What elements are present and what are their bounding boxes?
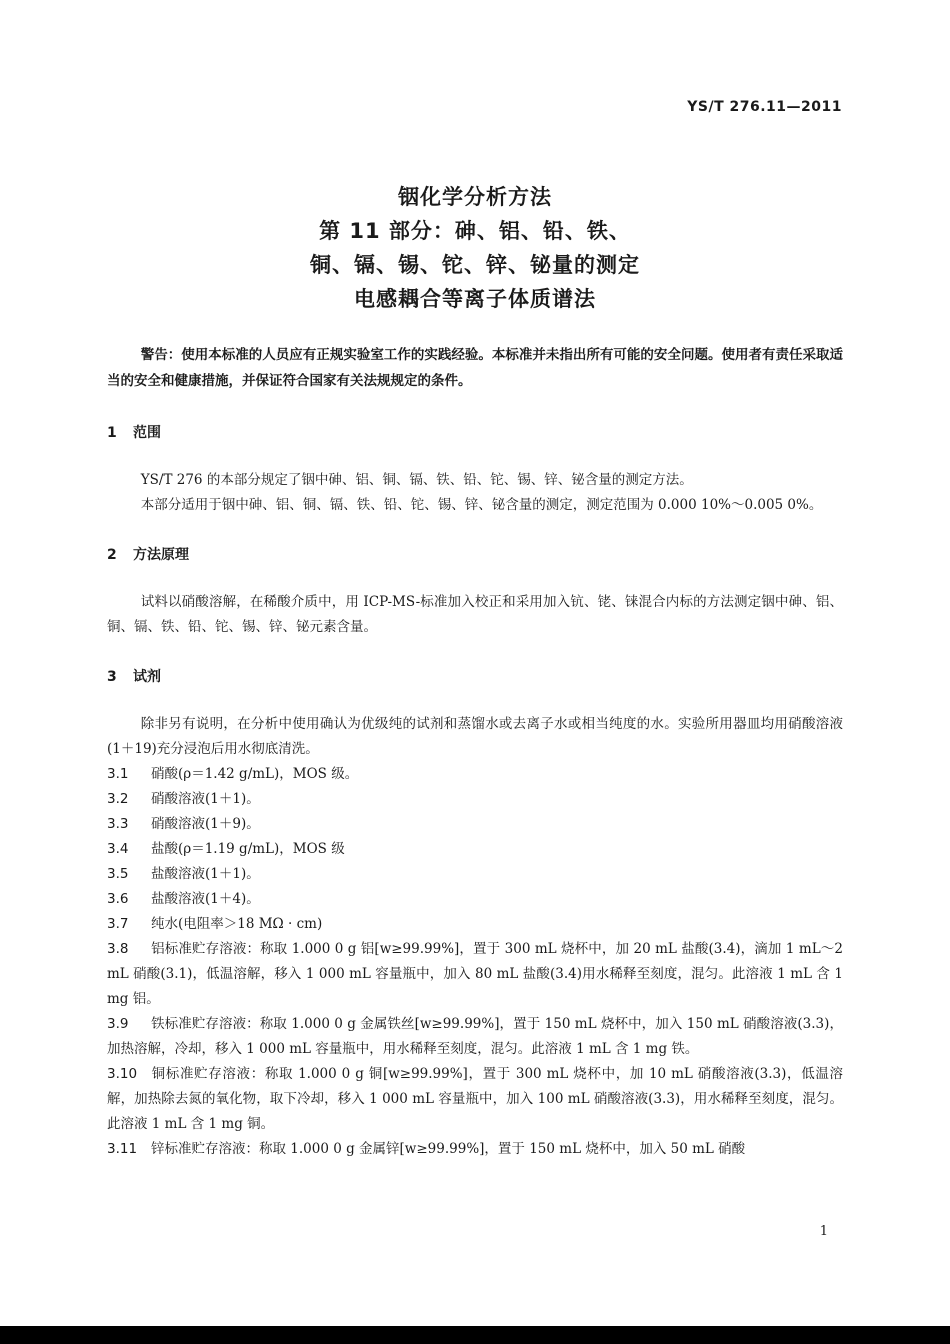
- section-2-heading: [107, 544, 843, 564]
- item-text: 盐酸溶液(1＋4)。: [151, 891, 260, 907]
- reagent-item: [107, 787, 843, 812]
- section-3-title: 试剂: [133, 669, 161, 685]
- item-number: 3.2: [107, 791, 129, 807]
- item-text: 盐酸溶液(1＋1)。: [151, 866, 260, 882]
- reagent-item: [107, 812, 843, 837]
- standard-code: YS/T 276.11—2011: [687, 99, 842, 115]
- item-text: 纯水(电阻率＞18 MΩ · cm): [151, 916, 323, 932]
- page-number: 1: [819, 1224, 828, 1239]
- section-2-number: 2: [107, 547, 117, 563]
- item-text: 硝酸(ρ＝1.42 g/mL)，MOS 级。: [151, 766, 359, 782]
- section-1-heading: [107, 422, 843, 442]
- section-2-paragraph-1: 试料以硝酸溶解，在稀酸介质中，用 ICP-MS-标准加入校正和采用加入钪、铑、铼混合内标的方法测定铟中砷、铝、铜、镉、铁、铅、铊、锡、锌、铋元素含量。: [107, 594, 843, 635]
- section-1-number: 1: [107, 425, 117, 441]
- item-text: 铁标准贮存溶液：称取 1.000 0 g 金属铁丝[w≥99.99%]，置于 150 mL 烧杯中，加入 150 mL 硝酸溶液(3.3)，加热溶解，冷却，移入 1 000 mL 容量瓶中，用水稀释至刻度，混匀。此溶液 1 mL 含 1 mg 铁。: [107, 1016, 843, 1057]
- reagent-item: [107, 837, 843, 862]
- title-line-1: 铟化学分析方法: [398, 185, 552, 209]
- reagent-item: [107, 912, 843, 937]
- reagent-item: [107, 862, 843, 887]
- item-text: 铝标准贮存溶液：称取 1.000 0 g 铝[w≥99.99%]，置于 300 mL 烧杯中，加 20 mL 盐酸(3.4)，滴加 1 mL～2 mL 硝酸(3.1)，低温溶解，移入 1 000 mL 容量瓶中，加入 80 mL 盐酸(3.4)用水稀释至刻度，混匀。此溶液 1 mL 含 1 mg 铝。: [107, 941, 843, 1007]
- item-number: 3.1: [107, 766, 129, 782]
- item-text: 铜标准贮存溶液：称取 1.000 0 g 铜[w≥99.99%]，置于 300 mL 烧杯中，加 10 mL 硝酸溶液(3.3)，低温溶解，加热除去氮的氧化物，取下冷却，移入 1 000 mL 容量瓶中，加入 100 mL 硝酸溶液(3.3)，用水稀释至刻度，混匀。此溶液 1 mL 含 1 mg 铜。: [107, 1066, 843, 1132]
- title-line-2: 第 11 部分：砷、铝、铅、铁、: [319, 219, 631, 243]
- safety-warning: 警告：使用本标准的人员应有正规实验室工作的实践经验。本标准并未指出所有可能的安全问题。使用者有责任采取适当的安全和健康措施，并保证符合国家有关法规规定的条件。: [107, 347, 843, 389]
- item-text: 盐酸(ρ＝1.19 g/mL)，MOS 级: [151, 841, 345, 857]
- item-text: 锌标准贮存溶液：称取 1.000 0 g 金属锌[w≥99.99%]，置于 150 mL 烧杯中，加入 50 mL 硝酸: [151, 1141, 746, 1157]
- reagent-item: [107, 887, 843, 912]
- bottom-border: [0, 1326, 950, 1344]
- title-line-4: 电感耦合等离子体质谱法: [354, 287, 596, 311]
- document-body: [107, 342, 843, 1162]
- item-number: 3.7: [107, 916, 129, 932]
- item-number: 3.3: [107, 816, 129, 832]
- section-3-intro: 除非另有说明，在分析中使用确认为优级纯的试剂和蒸馏水或去离子水或相当纯度的水。实验所用器皿均用硝酸溶液(1＋19)充分浸泡后用水彻底清洗。: [107, 716, 843, 757]
- section-1-title: 范围: [133, 425, 161, 441]
- section-3-heading: [107, 666, 843, 686]
- section-1-paragraph-1: YS/T 276 的本部分规定了铟中砷、铝、铜、镉、铁、铅、铊、锡、锌、铋含量的测定方法。: [140, 472, 693, 488]
- section-2-title: 方法原理: [133, 547, 189, 563]
- reagent-item: [107, 1012, 843, 1062]
- item-number: 3.4: [107, 841, 129, 857]
- item-text: 硝酸溶液(1＋9)。: [151, 816, 260, 832]
- document-title: [0, 180, 950, 316]
- item-number: 3.5: [107, 866, 129, 882]
- reagent-item: [107, 1062, 843, 1137]
- item-number: 3.11: [107, 1141, 138, 1157]
- reagent-item: [107, 762, 843, 787]
- reagent-item: [107, 937, 843, 1012]
- title-line-3: 铜、镉、锡、铊、锌、铋量的测定: [310, 253, 640, 277]
- item-number: 3.10: [107, 1066, 138, 1082]
- item-number: 3.8: [107, 941, 129, 957]
- item-text: 硝酸溶液(1＋1)。: [151, 791, 260, 807]
- item-number: 3.6: [107, 891, 129, 907]
- item-number: 3.9: [107, 1016, 129, 1032]
- section-3-number: 3: [107, 669, 117, 685]
- section-1-paragraph-2: 本部分适用于铟中砷、铝、铜、镉、铁、铅、铊、锡、锌、铋含量的测定，测定范围为 0.000 10%～0.005 0%。: [140, 497, 823, 513]
- reagent-item: [107, 1137, 843, 1162]
